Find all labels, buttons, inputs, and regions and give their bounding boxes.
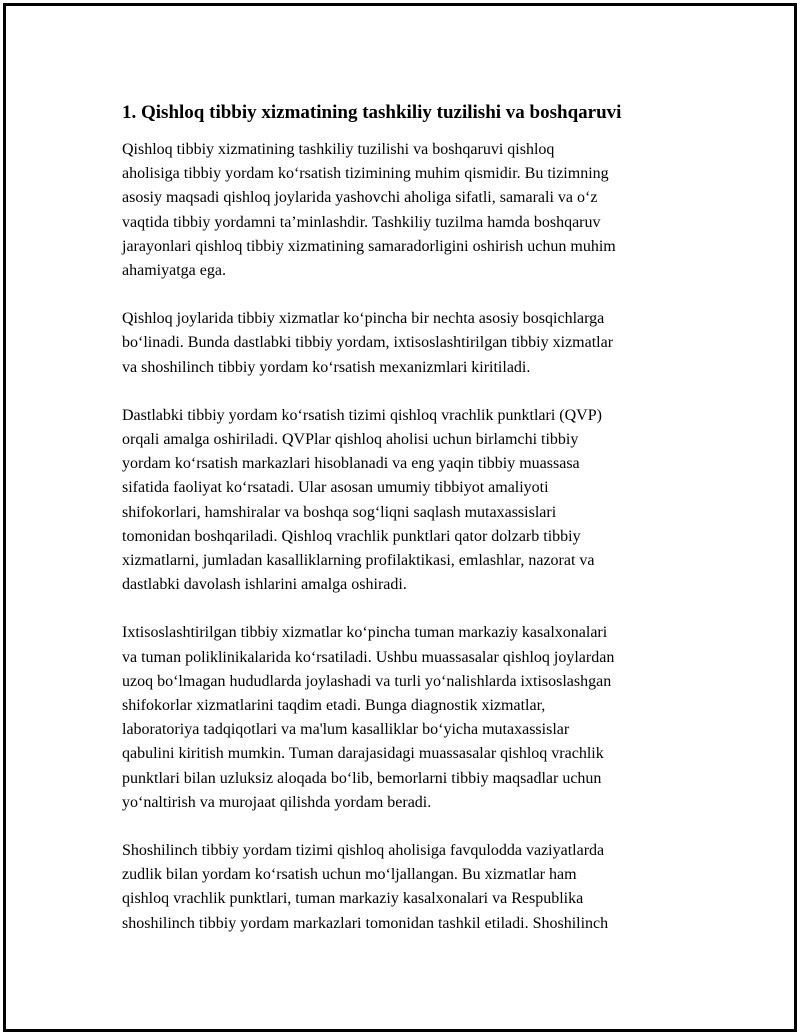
text-line: yo‘naltirish va murojaat qilishda yordam beradi.	[122, 793, 432, 811]
text-line: shifokorlari, hamshiralar va boshqa sog‘liqni saqlash mutaxassislari	[122, 503, 557, 521]
text-line: zudlik bilan yordam ko‘rsatish uchun mo‘ljallangan. Bu xizmatlar ham	[122, 866, 577, 884]
text-line: punktlari bilan uzluksiz aloqada bo‘lib, bemorlarni tibbiy maqsadlar uchun	[122, 769, 602, 787]
text-line: Ixtisoslashtirilgan tibbiy xizmatlar ko‘pincha tuman markaziy kasalxonalari	[122, 624, 608, 642]
paragraph-intro	[122, 138, 694, 283]
text-line: bo‘linadi. Bunda dastlabki tibbiy yordam, ixtisoslashtirilgan tibbiy xizmatlar	[122, 334, 614, 352]
text-line: yordam ko‘rsatish markazlari hisoblanadi va eng yaqin tibbiy muassasa	[122, 455, 580, 473]
text-line: Dastlabki tibbiy yordam ko‘rsatish tizimi qishloq vrachlik punktlari (QVP)	[122, 406, 602, 424]
text-line: orqali amalga oshiriladi. QVPlar qishloq aholisi uchun birlamchi tibbiy	[122, 431, 579, 449]
text-line: sifatida faoliyat ko‘rsatadi. Ular asosan umumiy tibbiyot amaliyoti	[122, 479, 549, 497]
paragraph-primary-care	[122, 404, 694, 598]
text-line: jarayonlari qishloq tibbiy xizmatining samaradorligini oshirish uchun muhim	[122, 237, 616, 255]
text-line: uzoq bo‘lmagan hududlarda joylashadi va turli yo‘nalishlarda ixtisoslashgan	[122, 672, 612, 690]
document-body	[122, 100, 694, 960]
text-line: vaqtida tibbiy yordamni ta’minlashdir. Tashkiliy tuzilma hamda boshqaruv	[122, 213, 601, 231]
text-line: laboratoriya tadqiqotlari va ma'lum kasalliklar bo‘yicha mutaxassislar	[122, 721, 570, 739]
text-line: va shoshilinch tibbiy yordam ko‘rsatish mexanizmlari kiritiladi.	[122, 358, 531, 376]
text-line: qabulini kiritish mumkin. Tuman darajasidagi muassasalar qishloq vrachlik	[122, 745, 604, 763]
text-line: shoshilinch tibbiy yordam markazlari tomonidan tashkil etiladi. Shoshilinch	[122, 914, 609, 932]
paragraph-specialized-care	[122, 621, 694, 815]
text-line: ahamiyatga ega.	[122, 262, 226, 280]
text-line: va tuman poliklinikalarida ko‘rsatiladi. Ushbu muassasalar qishloq joylardan	[122, 648, 615, 666]
page-frame	[3, 3, 797, 1032]
text-line: xizmatlarni, jumladan kasalliklarning profilaktikasi, emlashlar, nazorat va	[122, 552, 595, 570]
text-line: Qishloq joylarida tibbiy xizmatlar ko‘pincha bir nechta asosiy bosqichlarga	[122, 310, 605, 328]
text-line: aholisiga tibbiy yordam ko‘rsatish tizimining muhim qismidir. Bu tizimning	[122, 165, 609, 183]
section-heading: 1. Qishloq tibbiy xizmatining tashkiliy tuzilishi va boshqaruvi	[122, 102, 622, 123]
text-line: shifokorlar xizmatlarini taqdim etadi. Bunga diagnostik xizmatlar,	[122, 697, 546, 715]
text-line: Shoshilinch tibbiy yordam tizimi qishloq aholisiga favqulodda vaziyatlarda	[122, 842, 605, 860]
text-line: dastlabki davolash ishlarini amalga oshiradi.	[122, 576, 407, 594]
text-line: tomonidan boshqariladi. Qishloq vrachlik punktlari qator dolzarb tibbiy	[122, 527, 581, 545]
paragraph-emergency-care	[122, 839, 694, 936]
text-line: qishloq vrachlik punktlari, tuman markaziy kasalxonalari va Respublika	[122, 890, 584, 908]
paragraph-stages	[122, 307, 694, 380]
text-line: asosiy maqsadi qishloq joylarida yashovchi aholiga sifatli, samarali va o‘z	[122, 189, 598, 207]
text-line: Qishloq tibbiy xizmatining tashkiliy tuzilishi va boshqaruvi qishloq	[122, 141, 555, 158]
